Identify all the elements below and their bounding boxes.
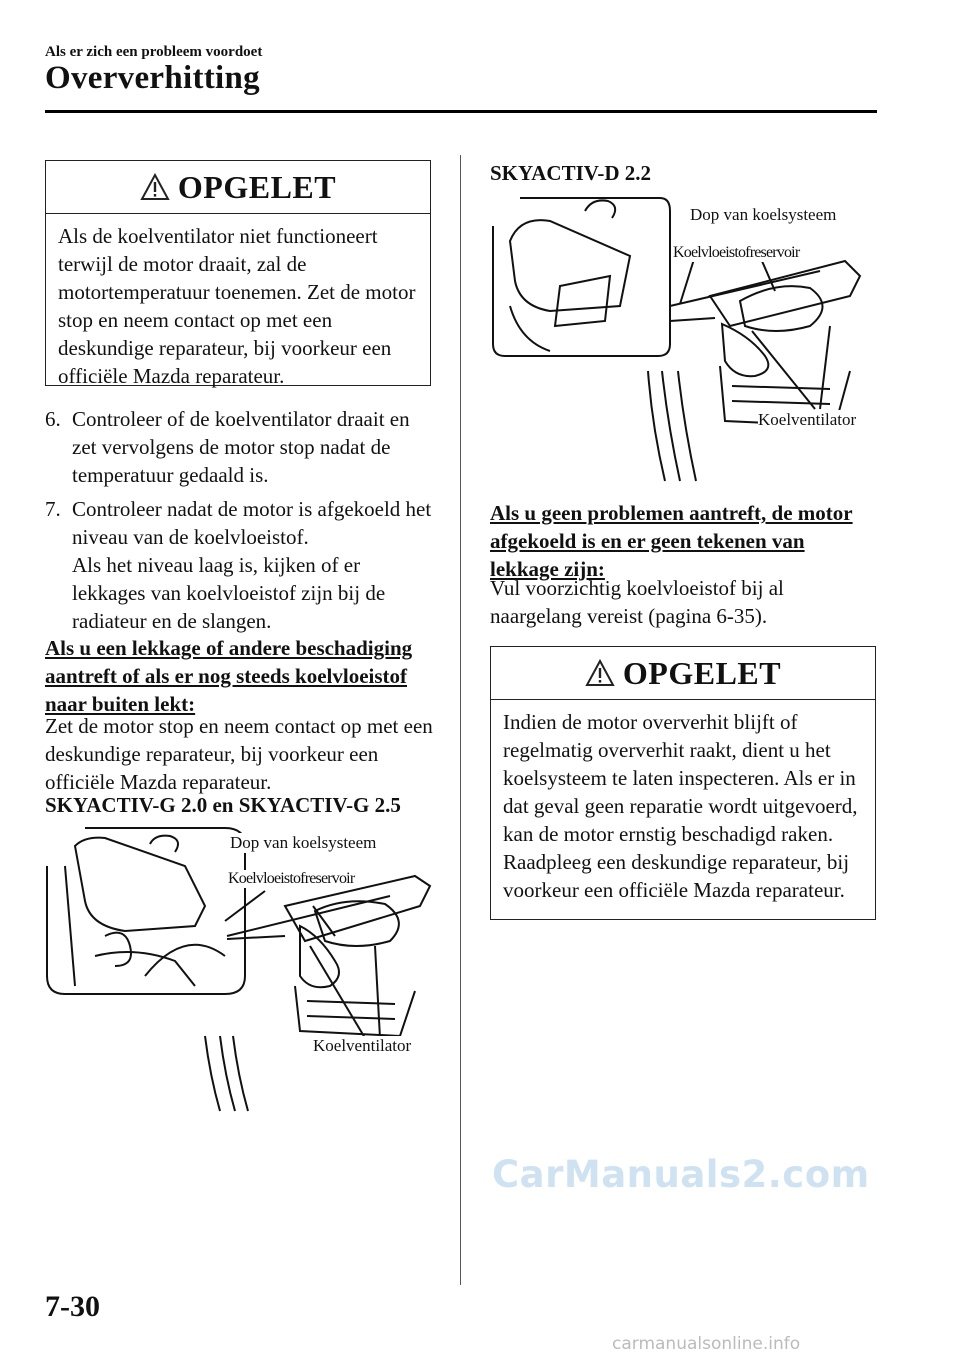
- watermark-footer: carmanualsonline.info: [612, 1334, 801, 1354]
- caution-title: OPGELET: [177, 168, 337, 205]
- caution-body: Als de koelventilator niet functioneert terwijl de motor draait, zal de motortemperatuur toenemen. Zet de motor stop en neem contact op met een deskundige reparateur, bij voorkeur een officiële Mazda reparateur.: [58, 224, 416, 388]
- figure-d-label-cap: Dop van koelsysteem: [690, 205, 837, 224]
- figure-d-caption: SKYACTIV-D 2.2: [490, 161, 652, 185]
- column-divider: [460, 155, 461, 1285]
- caution-header: [491, 647, 875, 700]
- figure-g-label-reservoir: Koelvloeistofreservoir: [228, 870, 355, 887]
- figure-d-label-reservoir: Koelvloeistofreservoir: [673, 244, 800, 261]
- warning-triangle-icon: [140, 173, 170, 201]
- step-text: Controleer nadat de motor is afgekoeld het niveau van de koelvloeistof.: [72, 497, 432, 549]
- list-item-step-7: [45, 495, 435, 635]
- section-label: Als er zich een probleem voordoet: [45, 44, 263, 60]
- title-rule: [45, 110, 877, 113]
- caution-box-1: [45, 160, 431, 386]
- figure-g-caption: SKYACTIV-G 2.0 en SKYACTIV-G 2.5: [45, 793, 401, 817]
- no-problem-text: Vul voorzichtig koelvloeistof bij al naargelang vereist (pagina 6-35).: [490, 576, 784, 628]
- list-item-step-6: [45, 405, 435, 489]
- watermark-logo: CarManuals2.com: [492, 1153, 870, 1196]
- page-number: 7-30: [45, 1290, 100, 1323]
- leak-heading: Als u een lekkage of andere beschadiging aantreft of als er nog steeds koelvloeistof naar buiten lekt:: [45, 636, 413, 716]
- figure-g-engine-illustration: [45, 826, 440, 1116]
- caution-header: [46, 161, 430, 214]
- caution-body: Indien de motor oververhit blijft of regelmatig oververhit raakt, dient u het koelsysteem te laten inspecteren. Als er in dat geval geen reparatie wordt uitgevoerd, kan de motor ernstig beschadigd raken. Raadpleeg een deskundige reparateur, bij voorkeur een officiële Mazda reparateur.: [503, 710, 858, 902]
- caution-title: OPGELET: [622, 654, 782, 691]
- engine-bay-drawing: [490, 196, 875, 486]
- figure-d-label-fan: Koelventilator: [758, 410, 857, 429]
- step-number: 6.: [45, 407, 61, 431]
- page-title: Oververhitting: [45, 60, 260, 96]
- figure-g-label-cap: Dop van koelsysteem: [230, 833, 377, 852]
- figure-d-engine-illustration: [490, 196, 875, 486]
- leak-text: Zet de motor stop en neem contact op met een deskundige reparateur, bij voorkeur een officiële Mazda reparateur.: [45, 714, 433, 794]
- step-subtext: Als het niveau laag is, kijken of er lekkages van koelvloeistof zijn bij de radiateur en de slangen.: [72, 553, 386, 633]
- figure-g-label-fan: Koelventilator: [313, 1036, 412, 1055]
- caution-box-2: [490, 646, 876, 920]
- step-number: 7.: [45, 497, 61, 521]
- warning-triangle-icon: [585, 659, 615, 687]
- no-problem-heading: Als u geen problemen aantreft, de motor afgekoeld is en er geen tekenen van lekkage zijn:: [490, 501, 853, 581]
- step-text: Controleer of de koelventilator draait en zet vervolgens de motor stop nadat de temperatuur gedaald is.: [72, 407, 410, 487]
